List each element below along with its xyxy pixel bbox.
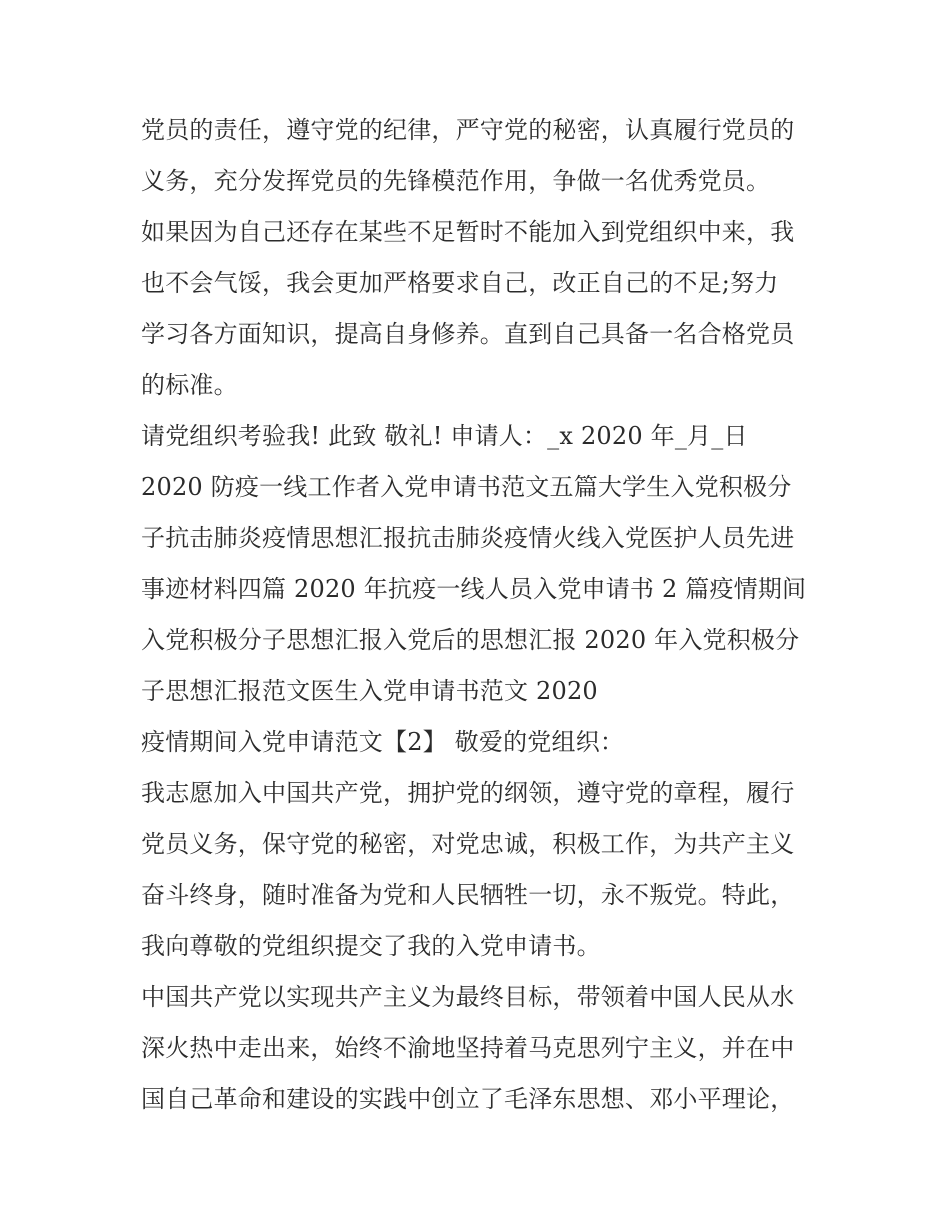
text-line: 深火热中走出来，始终不渝地坚持着马克思列宁主义，并在中 — [141, 1034, 795, 1062]
text-line: 请党组织考验我! 此致 敬礼! 申请人：_x 2020 年_月_日 — [141, 422, 748, 450]
text-line: 义务，充分发挥党员的先锋模范作用，争做一名优秀党员。 — [141, 167, 771, 195]
text-line: 党员义务，保守党的秘密，对党忠诚，积极工作，为共产主义 — [141, 830, 795, 858]
text-line: 我志愿加入中国共产党，拥护党的纲领，遵守党的章程，履行 — [141, 779, 795, 807]
text-line: 2020 防疫一线工作者入党申请书范文五篇大学生入党积极分 — [141, 473, 792, 501]
text-line: 事迹材料四篇 2020 年抗疫一线人员入党申请书 2 篇疫情期间 — [141, 575, 807, 603]
text-line: 子思想汇报范文医生入党申请书范文 2020 — [141, 677, 598, 705]
text-line: 中国共产党以实现共产主义为最终目标，带领着中国人民从水 — [141, 983, 795, 1011]
text-line: 奋斗终身，随时准备为党和人民牺牲一切，永不叛党。特此， — [141, 881, 795, 909]
document-body — [141, 105, 821, 1125]
text-line: 我向尊敬的党组织提交了我的入党申请书。 — [141, 932, 601, 960]
text-line: 子抗击肺炎疫情思想汇报抗击肺炎疫情火线入党医护人员先进 — [141, 524, 795, 552]
text-line: 党员的责任，遵守党的纪律，严守党的秘密，认真履行党员的 — [141, 116, 795, 144]
text-line: 入党积极分子思想汇报入党后的思想汇报 2020 年入党积极分 — [141, 626, 800, 654]
text-line: 疫情期间入党申请范文【2】 敬爱的党组织： — [141, 728, 625, 756]
text-line: 学习各方面知识，提高自身修养。直到自己具备一名合格党员 — [141, 320, 795, 348]
text-line: 如果因为自己还存在某些不足暂时不能加入到党组织中来，我 — [141, 218, 795, 246]
text-line: 的标准。 — [141, 371, 238, 399]
text-line: 也不会气馁，我会更加严格要求自己，改正自己的不足;努力 — [141, 269, 779, 297]
text-line: 国自己革命和建设的实践中创立了毛泽东思想、邓小平理论， — [141, 1085, 795, 1113]
